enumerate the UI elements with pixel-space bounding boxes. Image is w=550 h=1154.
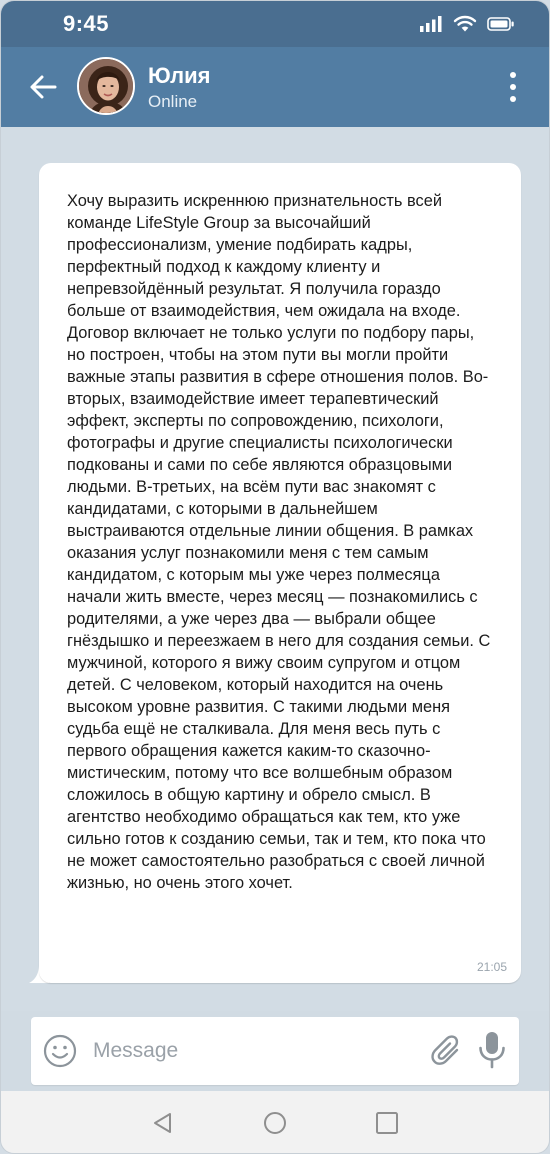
contact-status: Online: [148, 92, 198, 111]
message-bubble[interactable]: [39, 163, 521, 983]
emoji-icon[interactable]: [43, 1034, 77, 1068]
arrow-left-icon[interactable]: [27, 71, 59, 103]
status-bar: [1, 1, 549, 47]
chat-area[interactable]: [1, 127, 549, 1011]
chat-header: [1, 47, 549, 127]
message-input[interactable]: [93, 1031, 413, 1071]
system-nav-bar: [1, 1091, 549, 1154]
microphone-icon[interactable]: [477, 1031, 507, 1069]
message-composer: [31, 1017, 519, 1085]
status-time: 9:45: [63, 11, 110, 36]
status-icons: [419, 15, 515, 33]
nav-recent-apps-icon[interactable]: [375, 1111, 399, 1135]
message-text: Хочу выразить искреннюю признательность всей команде LifeStyle Group за высочайший профессионализм, умение подбирать кадры, перфектный подход к каждому клиенту и непревзойдённый результат. Я получила гораздо больше от взаимодействия, чем ожидала на входе. Договор включает не только услуги по подбору пары, но построен, чтобы на этом пути вы могли пройти важные этапы развития в сфере отношения полов. Во-вторых, взаимодействие имеет терапевтический эффект, эксперты по сопровождению, психологи, фотографы и другие специалисты психологически подкованы и сами по себе являются образцовыми людьми. В-третьих, на всём пути вас знакомят с кандидатами, с которыми в дальнейшем выстраиваются отдельные линии общения. В рамках оказания услуг познакомили меня с тем самым кандидатом, с которым мы уже через полмесяца начали жить вместе, через месяц — познакомились с родителями, а уже через два — выбрали общее гнёздышко и переезжаем в него для создания семьи. С мужчиной, которого я вижу своим супругом и отцом детей. С человеком, который находится на очень высоком уровне развития. С такими людьми меня судьба ещё не сталкивала. Для меня весь путь с первого обращения кажется каким-то сказочно-мистическим, потому что все волшебным образом сложилось в общую картину и обрело смысл. В агентство необходимо обращаться как тем, кто уже сильно готов к созданию семьи, так и тем, кто пока что не может самостоятельно разобраться с своей личной жизнью, но очень этого хочет.: [67, 192, 491, 892]
signal-icon: [419, 15, 443, 33]
avatar-photo: [79, 59, 135, 115]
message-time: 21:05: [476, 960, 507, 974]
avatar[interactable]: [77, 57, 135, 115]
nav-home-icon[interactable]: [263, 1111, 287, 1135]
more-vertical-icon[interactable]: [507, 71, 519, 103]
battery-icon: [487, 16, 515, 32]
contact-name[interactable]: Юлия: [148, 63, 211, 88]
paperclip-icon[interactable]: [431, 1035, 463, 1067]
wifi-icon: [453, 15, 477, 33]
nav-back-icon[interactable]: [151, 1111, 175, 1135]
